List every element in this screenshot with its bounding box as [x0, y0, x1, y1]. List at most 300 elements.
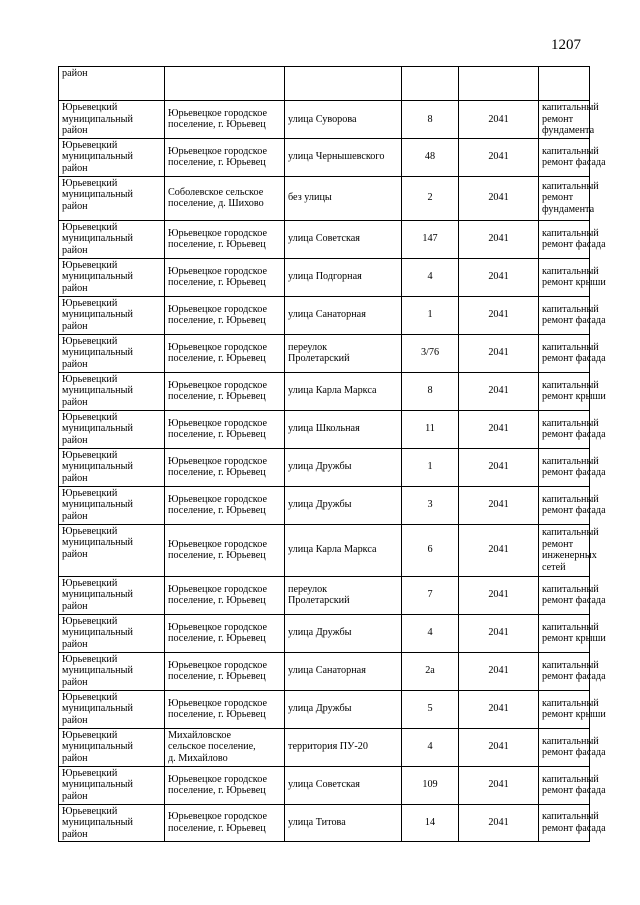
table-row: [59, 766, 590, 804]
cell-work-type-line: капитальный: [542, 493, 599, 505]
cell-settlement-line: Юрьевецкое городское: [168, 227, 267, 239]
cell-district-line: Юрьевецкий: [62, 487, 118, 499]
table-row: [59, 652, 590, 690]
cell-work-type-line: ремонт крыши: [542, 277, 606, 289]
cell-street: [285, 258, 402, 296]
cell-district-line: район: [62, 162, 88, 174]
cell-work-type-line: капитальный: [542, 180, 599, 192]
cell-street: [285, 101, 402, 139]
table-row: [59, 101, 590, 139]
cell-district-line: Юрьевецкий: [62, 259, 118, 271]
table-row: [59, 296, 590, 334]
cell-district: [59, 804, 165, 842]
cell-settlement-line: д. Михайлово: [168, 753, 228, 765]
cell-house-number: 2а: [402, 652, 459, 690]
cell-settlement: [165, 690, 285, 728]
table-row: [59, 138, 590, 176]
cell-settlement-line: поселение, г. Юрьевец: [168, 239, 266, 251]
cell-year: 2041: [459, 652, 539, 690]
cell-district-line: муниципальный: [62, 461, 133, 473]
cell-work-type: [539, 101, 599, 139]
cell-work-type-line: ремонт фасада: [542, 157, 606, 169]
cell-street: [285, 176, 402, 220]
table-row: [59, 372, 590, 410]
cell-street-line: улица Советская: [288, 233, 360, 245]
cell-district-line: район: [62, 320, 88, 332]
cell-district-line: муниципальный: [62, 309, 133, 321]
cell-work-type: [539, 258, 606, 296]
cell-street: [285, 334, 402, 372]
cell-house-number: [402, 67, 459, 101]
cell-settlement-line: поселение, г. Юрьевец: [168, 633, 266, 645]
table-row: [59, 410, 590, 448]
cell-district-line: Юрьевецкий: [62, 577, 118, 589]
cell-district: [59, 334, 165, 372]
cell-street-line: улица Школьная: [288, 423, 360, 435]
cell-house-number: 109: [402, 766, 459, 804]
cell-settlement: [165, 67, 285, 101]
cell-work-type-line: капитальный: [542, 417, 599, 429]
cell-district-line: муниципальный: [62, 499, 133, 511]
cell-settlement-line: Юрьевецкое городское: [168, 659, 267, 671]
cell-year: 2041: [459, 138, 539, 176]
cell-street: [285, 576, 402, 614]
cell-house-number: 2: [402, 176, 459, 220]
cell-settlement-line: Михайловское: [168, 729, 232, 741]
cell-settlement-line: Юрьевецкое городское: [168, 145, 267, 157]
cell-district: [59, 576, 165, 614]
cell-district: [59, 258, 165, 296]
cell-work-type-line: капитальный: [542, 265, 599, 277]
cell-work-type: [539, 410, 606, 448]
cell-street: [285, 448, 402, 486]
cell-work-type-line: ремонт фасада: [542, 429, 606, 441]
cell-year: 2041: [459, 614, 539, 652]
cell-district-line: район: [62, 244, 88, 256]
cell-work-type-line: капитальный: [542, 145, 599, 157]
cell-district-line: муниципальный: [62, 233, 133, 245]
cell-settlement: [165, 176, 285, 220]
cell-settlement: [165, 258, 285, 296]
cell-work-type: [539, 296, 606, 334]
cell-work-type-line: капитальный: [542, 811, 599, 823]
cell-district: [59, 448, 165, 486]
cell-district: [59, 220, 165, 258]
cell-street-line: улица Санаторная: [288, 665, 366, 677]
cell-work-type-line: капитальный: [542, 303, 599, 315]
cell-house-number: 4: [402, 728, 459, 766]
cell-settlement-line: поселение, г. Юрьевец: [168, 429, 266, 441]
cell-house-number: 11: [402, 410, 459, 448]
cell-district-line: район: [62, 396, 88, 408]
cell-district-line: Юрьевецкий: [62, 335, 118, 347]
cell-house-number: 147: [402, 220, 459, 258]
cell-settlement-line: поселение, г. Юрьевец: [168, 467, 266, 479]
cell-street: [285, 690, 402, 728]
cell-district-line: район: [62, 548, 88, 560]
table-row: [59, 448, 590, 486]
cell-district-line: муниципальный: [62, 385, 133, 397]
cell-house-number: 8: [402, 372, 459, 410]
cell-district-line: район: [62, 790, 88, 802]
table-body: [59, 67, 606, 842]
cell-settlement-line: Юрьевецкое городское: [168, 538, 267, 550]
cell-year: 2041: [459, 220, 539, 258]
cell-settlement-line: поселение, д. Шихово: [168, 198, 264, 210]
cell-district: [59, 410, 165, 448]
cell-district: [59, 728, 165, 766]
cell-work-type-line: ремонт крыши: [542, 709, 606, 721]
cell-street: [285, 652, 402, 690]
cell-district-line: район: [62, 125, 88, 137]
cell-district-line: Юрьевецкий: [62, 525, 118, 537]
cell-house-number: 8: [402, 101, 459, 139]
cell-work-type-line: капитальный: [542, 735, 599, 747]
cell-settlement: [165, 448, 285, 486]
cell-street: [285, 524, 402, 576]
cell-street-line: без улицы: [288, 192, 332, 204]
cell-work-type-line: ремонт фасада: [542, 595, 606, 607]
cell-street-line: Пролетарский: [288, 353, 350, 365]
cell-settlement-line: поселение, г. Юрьевец: [168, 785, 266, 797]
cell-street: [285, 372, 402, 410]
cell-work-type: [539, 524, 599, 576]
cell-settlement: [165, 766, 285, 804]
cell-work-type: [539, 448, 606, 486]
cell-street: [285, 220, 402, 258]
cell-settlement-line: поселение, г. Юрьевец: [168, 353, 266, 365]
cell-work-type-line: ремонт крыши: [542, 391, 606, 403]
cell-settlement: [165, 652, 285, 690]
cell-district-line: район: [62, 600, 88, 612]
cell-district-line: район: [62, 200, 88, 212]
cell-year: 2041: [459, 576, 539, 614]
cell-district-line: Юрьевецкий: [62, 691, 118, 703]
table-row: [59, 524, 590, 576]
cell-work-type-line: капитальный: [542, 102, 599, 113]
cell-settlement-line: поселение, г. Юрьевец: [168, 505, 266, 517]
cell-year: 2041: [459, 258, 539, 296]
cell-work-type-line: ремонт крыши: [542, 633, 606, 645]
page-number: 1207: [551, 37, 581, 53]
cell-work-type: [539, 576, 606, 614]
cell-work-type-line: инженерных: [542, 550, 597, 562]
cell-street: [285, 138, 402, 176]
table-row: [59, 728, 590, 766]
cell-settlement-line: Юрьевецкое городское: [168, 107, 267, 119]
cell-year: 2041: [459, 690, 539, 728]
cell-settlement-line: поселение, г. Юрьевец: [168, 277, 266, 289]
table-row: [59, 486, 590, 524]
table-row: [59, 576, 590, 614]
cell-settlement: [165, 486, 285, 524]
cell-settlement: [165, 728, 285, 766]
table-row: [59, 804, 590, 842]
cell-district: [59, 296, 165, 334]
cell-street: [285, 804, 402, 842]
table-row: [59, 334, 590, 372]
cell-street-line: улица Титова: [288, 817, 346, 829]
cell-settlement-line: Юрьевецкое городское: [168, 417, 267, 429]
cell-district-line: Юрьевецкий: [62, 615, 118, 627]
cell-district-line: Юрьевецкий: [62, 221, 118, 233]
cell-year: 2041: [459, 486, 539, 524]
cell-work-type: [539, 138, 606, 176]
cell-street-line: улица Советская: [288, 779, 360, 791]
cell-house-number: 48: [402, 138, 459, 176]
cell-street: [285, 766, 402, 804]
cell-district: [59, 690, 165, 728]
cell-district-line: муниципальный: [62, 627, 133, 639]
cell-work-type-line: фундамента: [542, 125, 595, 137]
cell-district-line: район: [62, 752, 88, 764]
cell-settlement-line: поселение, г. Юрьевец: [168, 391, 266, 403]
cell-district-line: муниципальный: [62, 703, 133, 715]
cell-street: [285, 728, 402, 766]
cell-settlement-line: Юрьевецкое городское: [168, 621, 267, 633]
cell-work-type-line: ремонт фасада: [542, 671, 606, 683]
cell-district: [59, 176, 165, 220]
cell-street-line: улица Санаторная: [288, 309, 366, 321]
cell-district: [59, 524, 165, 576]
cell-settlement-line: поселение, г. Юрьевец: [168, 595, 266, 607]
repair-schedule-table: [58, 66, 606, 842]
cell-settlement-line: Юрьевецкое городское: [168, 811, 267, 823]
cell-work-type-line: ремонт фасада: [542, 822, 606, 834]
cell-district-line: муниципальный: [62, 113, 133, 125]
cell-district-line: муниципальный: [62, 779, 133, 791]
cell-district-line: район: [62, 676, 88, 688]
cell-house-number: 3: [402, 486, 459, 524]
cell-year: 2041: [459, 448, 539, 486]
cell-work-type-line: капитальный: [542, 455, 599, 467]
cell-street-line: улица Карла Маркса: [288, 385, 377, 397]
cell-district-line: Юрьевецкий: [62, 411, 118, 423]
cell-street-line: улица Карла Маркса: [288, 544, 377, 556]
cell-work-type-line: капитальный: [542, 697, 599, 709]
cell-settlement: [165, 296, 285, 334]
cell-work-type-line: капитальный: [542, 227, 599, 239]
table-row: [59, 176, 590, 220]
cell-district-line: Юрьевецкий: [62, 449, 118, 461]
cell-district-line: район: [62, 282, 88, 294]
cell-year: 2041: [459, 728, 539, 766]
cell-work-type-line: капитальный: [542, 659, 599, 671]
cell-work-type-line: капитальный: [542, 583, 599, 595]
cell-house-number: 6: [402, 524, 459, 576]
cell-district: [59, 486, 165, 524]
cell-work-type-line: ремонт фасада: [542, 239, 606, 251]
cell-house-number: 7: [402, 576, 459, 614]
cell-street: [285, 486, 402, 524]
cell-settlement: [165, 220, 285, 258]
cell-settlement: [165, 614, 285, 652]
cell-district-line: Юрьевецкий: [62, 653, 118, 665]
cell-settlement: [165, 138, 285, 176]
cell-district-line: район: [62, 510, 88, 522]
cell-year: 2041: [459, 804, 539, 842]
cell-district-line: муниципальный: [62, 271, 133, 283]
cell-year: 2041: [459, 410, 539, 448]
cell-work-type: [539, 372, 606, 410]
table-row-carryover: [59, 67, 590, 101]
cell-house-number: 3/76: [402, 334, 459, 372]
cell-year: 2041: [459, 372, 539, 410]
cell-work-type-line: фундамента: [542, 204, 595, 216]
cell-district-line: район: [62, 358, 88, 370]
cell-settlement-line: поселение, г. Юрьевец: [168, 709, 266, 721]
cell-work-type-line: ремонт фасада: [542, 747, 606, 759]
cell-district-line: муниципальный: [62, 665, 133, 677]
cell-year: 2041: [459, 766, 539, 804]
cell-work-type: [539, 766, 606, 804]
cell-district: [59, 372, 165, 410]
cell-district-line: Юрьевецкий: [62, 805, 118, 817]
cell-district: [59, 101, 165, 139]
cell-settlement-line: сельское поселение,: [168, 741, 256, 753]
cell-street-line: территория ПУ-20: [288, 741, 368, 753]
cell-district-line: муниципальный: [62, 423, 133, 435]
cell-district-line: район: [62, 714, 88, 726]
cell-work-type-line: ремонт: [542, 192, 574, 204]
cell-settlement-line: Юрьевецкое городское: [168, 265, 267, 277]
cell-district-line: муниципальный: [62, 189, 133, 201]
cell-house-number: 5: [402, 690, 459, 728]
cell-district: район: [59, 67, 165, 101]
cell-year: 2041: [459, 176, 539, 220]
table-row: [59, 258, 590, 296]
cell-work-type: [539, 220, 606, 258]
cell-settlement-line: поселение, г. Юрьевец: [168, 822, 266, 834]
cell-district-line: район: [62, 472, 88, 484]
cell-work-type: [539, 652, 606, 690]
cell-work-type-line: капитальный: [542, 341, 599, 353]
cell-work-type-line: ремонт фасада: [542, 785, 606, 797]
table-row: [59, 690, 590, 728]
cell-district: [59, 138, 165, 176]
cell-settlement-line: Юрьевецкое городское: [168, 303, 267, 315]
cell-house-number: 14: [402, 804, 459, 842]
cell-year: 2041: [459, 524, 539, 576]
cell-district-line: район: [62, 434, 88, 446]
cell-settlement-line: поселение, г. Юрьевец: [168, 315, 266, 327]
cell-street-line: улица Дружбы: [288, 499, 352, 511]
cell-street-line: улица Дружбы: [288, 461, 352, 473]
cell-street: [285, 296, 402, 334]
cell-work-type: [539, 690, 606, 728]
cell-settlement-line: Юрьевецкое городское: [168, 341, 267, 353]
cell-settlement: [165, 101, 285, 139]
cell-work-type-line: ремонт фасада: [542, 353, 606, 365]
cell-district-line: Юрьевецкий: [62, 102, 118, 113]
cell-district: [59, 614, 165, 652]
cell-house-number: 4: [402, 614, 459, 652]
cell-district-line: Юрьевецкий: [62, 767, 118, 779]
cell-settlement: [165, 524, 285, 576]
cell-work-type-line: капитальный: [542, 773, 599, 785]
cell-house-number: 1: [402, 296, 459, 334]
cell-settlement-line: поселение, г. Юрьевец: [168, 550, 266, 562]
cell-work-type-line: капитальный: [542, 621, 599, 633]
cell-settlement: [165, 372, 285, 410]
cell-settlement-line: Соболевское сельское: [168, 186, 264, 198]
cell-street-line: улица Суворова: [288, 113, 357, 125]
cell-street-line: улица Чернышевского: [288, 151, 385, 163]
cell-year: [459, 67, 539, 101]
cell-street-line: переулок: [288, 341, 328, 353]
cell-work-type: [539, 614, 606, 652]
cell-work-type-line: ремонт: [542, 538, 574, 550]
table-row: [59, 220, 590, 258]
cell-district-line: муниципальный: [62, 741, 133, 753]
cell-settlement-line: Юрьевецкое городское: [168, 697, 267, 709]
cell-street-line: Пролетарский: [288, 595, 350, 607]
cell-work-type: [539, 486, 606, 524]
cell-street-line: переулок: [288, 583, 328, 595]
cell-district-line: муниципальный: [62, 817, 133, 829]
cell-district-line: Юрьевецкий: [62, 177, 118, 189]
cell-year: 2041: [459, 334, 539, 372]
cell-work-type-line: капитальный: [542, 527, 599, 539]
cell-street: [285, 410, 402, 448]
cell-district-line: Юрьевецкий: [62, 297, 118, 309]
cell-work-type-line: ремонт фасада: [542, 315, 606, 327]
cell-work-type-line: капитальный: [542, 379, 599, 391]
cell-settlement-line: Юрьевецкое городское: [168, 773, 267, 785]
cell-district-line: муниципальный: [62, 151, 133, 163]
cell-district-line: район: [62, 828, 88, 840]
cell-work-type-line: сетей: [542, 561, 566, 573]
cell-house-number: 1: [402, 448, 459, 486]
cell-settlement-line: поселение, г. Юрьевец: [168, 671, 266, 683]
cell-work-type: [539, 804, 606, 842]
cell-district: [59, 652, 165, 690]
cell-street: [285, 614, 402, 652]
cell-settlement-line: Юрьевецкое городское: [168, 493, 267, 505]
cell-district-line: Юрьевецкий: [62, 729, 118, 741]
cell-street: [285, 67, 402, 101]
cell-work-type: [539, 334, 606, 372]
cell-settlement-line: Юрьевецкое городское: [168, 455, 267, 467]
cell-street-line: улица Дружбы: [288, 703, 352, 715]
cell-settlement: [165, 410, 285, 448]
cell-street-line: улица Дружбы: [288, 627, 352, 639]
cell-year: 2041: [459, 296, 539, 334]
cell-district-line: район: [62, 638, 88, 650]
cell-settlement-line: Юрьевецкое городское: [168, 583, 267, 595]
cell-house-number: 4: [402, 258, 459, 296]
table-row: [59, 614, 590, 652]
cell-work-type-line: ремонт фасада: [542, 467, 606, 479]
cell-settlement-line: поселение, г. Юрьевец: [168, 119, 266, 131]
cell-street-line: улица Подгорная: [288, 271, 362, 283]
cell-year: 2041: [459, 101, 539, 139]
cell-settlement-line: Юрьевецкое городское: [168, 379, 267, 391]
cell-work-type-line: ремонт: [542, 113, 574, 125]
cell-district: [59, 766, 165, 804]
cell-district-line: муниципальный: [62, 589, 133, 601]
cell-settlement-line: поселение, г. Юрьевец: [168, 157, 266, 169]
cell-district-line: муниципальный: [62, 347, 133, 359]
cell-work-type: [539, 176, 599, 220]
cell-settlement: [165, 804, 285, 842]
cell-district-line: Юрьевецкий: [62, 139, 118, 151]
cell-work-type: [539, 728, 606, 766]
cell-district-line: Юрьевецкий: [62, 373, 118, 385]
cell-district-line: муниципальный: [62, 537, 133, 549]
cell-work-type: [539, 67, 590, 101]
cell-settlement: [165, 334, 285, 372]
